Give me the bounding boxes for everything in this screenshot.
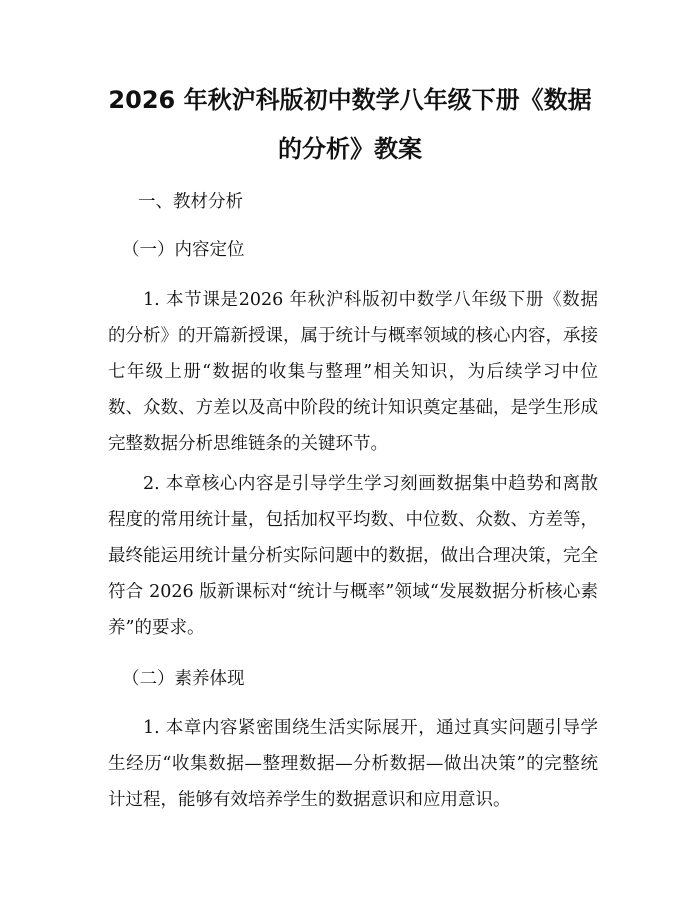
- paragraph-3: 1. 本章内容紧密围绕生活实际展开，通过真实问题引导学生经历“收集数据—整理数据—分析数据—做出决策”的完整统计过程，能够有效培养学生的数据意识和应用意识。: [108, 718, 598, 810]
- section-heading-textbook-analysis: 一、教材分析: [138, 192, 243, 212]
- subsection-heading-literacy-embodiment: （二）素养体现: [122, 669, 245, 689]
- document-title-line-2: 的分析》教案: [278, 135, 422, 163]
- document-title-line-1: 2026 年秋沪科版初中数学八年级下册《数据: [108, 86, 592, 114]
- paragraph-2: 2. 本章核心内容是引导学生学习刻画数据集中趋势和离散程度的常用统计量，包括加权平均数、中位数、众数、方差等，最终能运用统计量分析实际问题中的数据，做出合理决策，完全符合 2026 版新课标对“统计与概率”领域“发展数据分析核心素养”的要求。: [108, 474, 598, 638]
- subsection-heading-content-positioning: （一）内容定位: [122, 240, 245, 260]
- paragraph-1: 1. 本节课是2026 年秋沪科版初中数学八年级下册《数据的分析》的开篇新授课，属于统计与概率领域的核心内容，承接七年级上册“数据的收集与整理”相关知识，为后续学习中位数、众数、方差以及高中阶段的统计知识奠定基础，是学生形成完整数据分析思维链条的关键环节。: [108, 290, 598, 454]
